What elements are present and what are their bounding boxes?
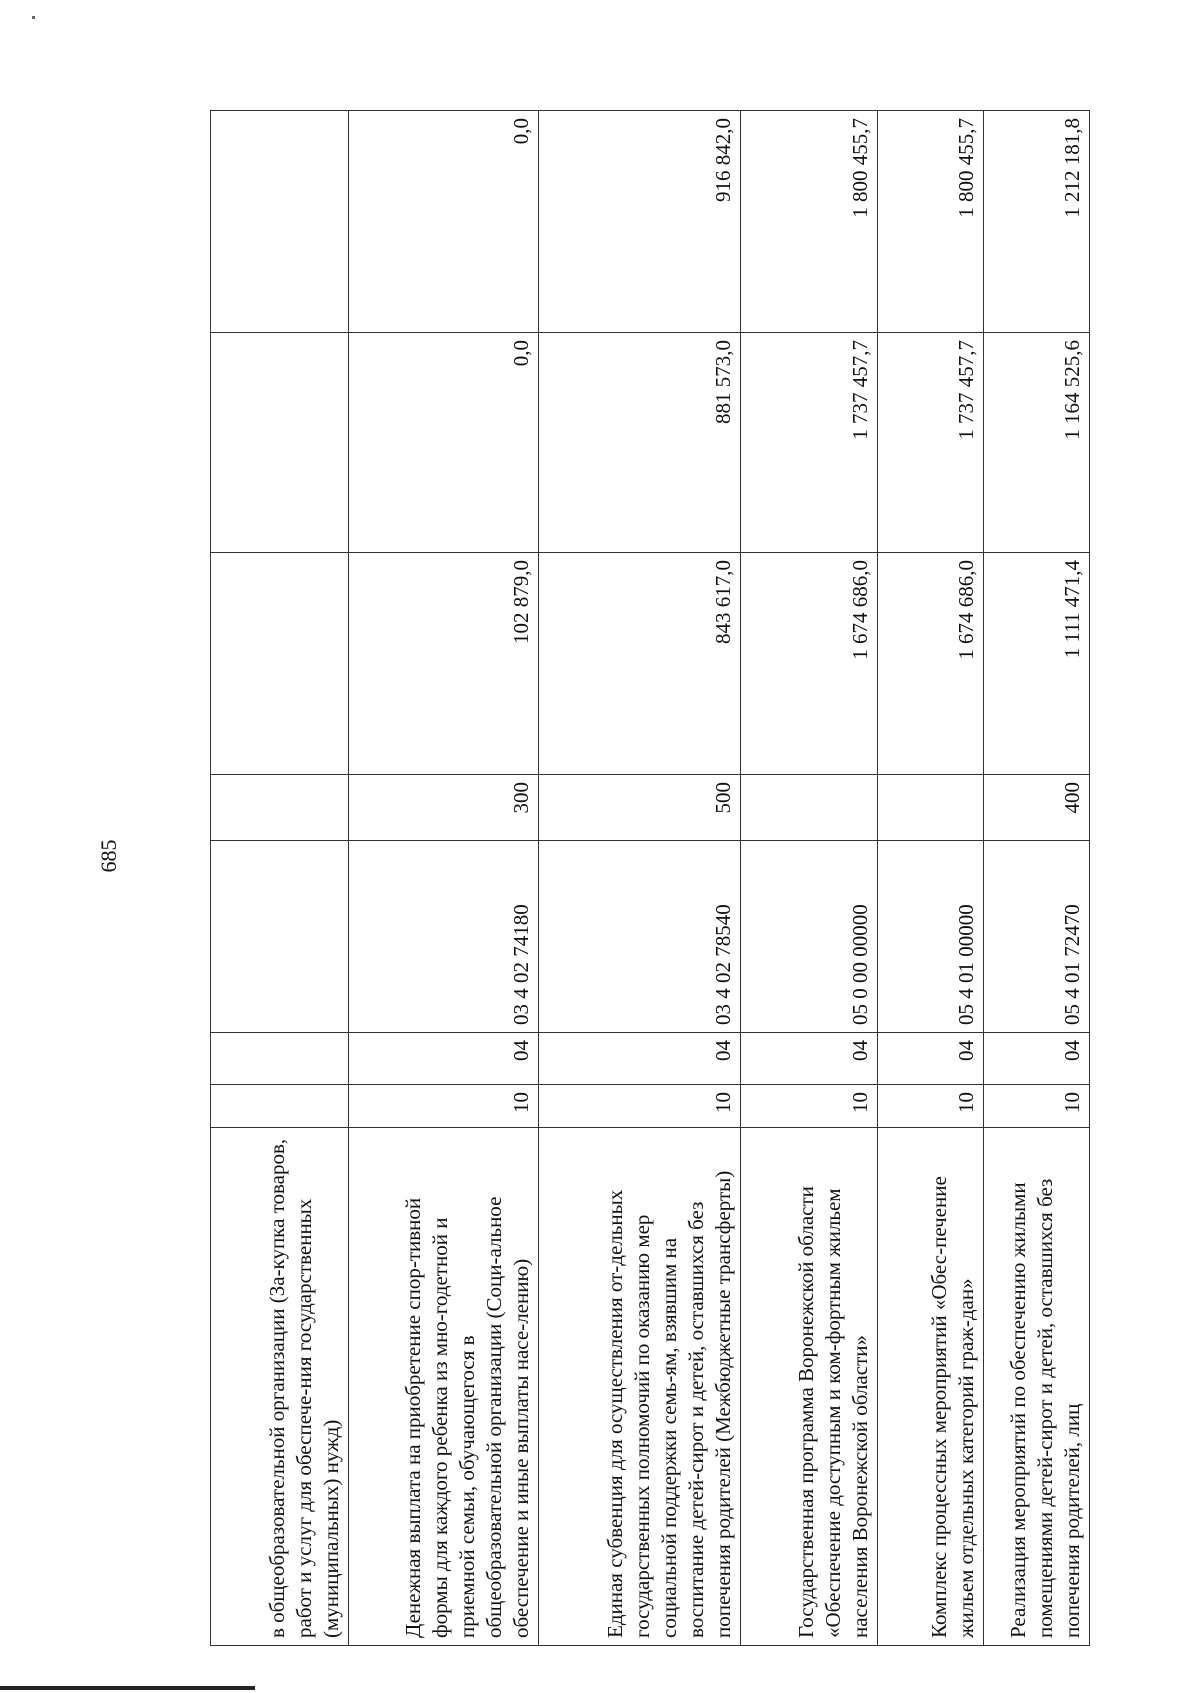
pr-cell: 04: [348, 1033, 539, 1085]
row-name-cell: в общеобразовательной организации (За-купка товаров, работ и услуг для обеспече-ния государственных (муниципальных) нужд): [211, 1128, 349, 1646]
csr-cell: 05 4 01 72470: [984, 841, 1090, 1033]
pr-cell: 04: [539, 1033, 740, 1085]
row-name-cell: Единая субвенция для осуществления от-дельных государственных полномочий по оказанию мер социальной поддержки семь-ям, взявшим на воспитание детей-сирот и детей, оставшихся без попечения родителей (Межбюджетные трансферты): [539, 1128, 740, 1646]
rz-cell: 10: [878, 1085, 984, 1128]
value-2024-cell: 1 737 457,7: [740, 333, 878, 553]
value-2025-cell: 1 800 455,7: [878, 111, 984, 333]
table-row: [984, 111, 1090, 1646]
vr-cell: [740, 775, 878, 841]
rz-cell: [211, 1085, 349, 1128]
csr-cell: [211, 841, 349, 1033]
table-row: [539, 111, 740, 1646]
pr-cell: 04: [984, 1033, 1090, 1085]
value-2023-cell: 1 674 686,0: [740, 553, 878, 775]
vr-cell: [878, 775, 984, 841]
rotated-table-wrapper: [210, 111, 1090, 1646]
rz-cell: 10: [984, 1085, 1090, 1128]
vr-cell: [211, 775, 349, 841]
row-name-cell: Реализация мероприятий по обеспечению жилыми помещениями детей-сирот и детей, оставшихся без попечения родителей, лиц: [984, 1128, 1090, 1646]
rz-cell: 10: [740, 1085, 878, 1128]
rz-cell: 10: [348, 1085, 539, 1128]
csr-cell: 05 4 01 00000: [878, 841, 984, 1033]
csr-cell: 03 4 02 78540: [539, 841, 740, 1033]
value-2024-cell: 0,0: [348, 333, 539, 553]
value-2023-cell: 843 617,0: [539, 553, 740, 775]
value-2024-cell: 1 737 457,7: [878, 333, 984, 553]
pr-cell: 04: [878, 1033, 984, 1085]
page-number: 685: [96, 839, 121, 873]
value-2024-cell: 881 573,0: [539, 333, 740, 553]
budget-table: [210, 110, 1090, 1646]
value-2025-cell: 1 800 455,7: [740, 111, 878, 333]
table-row: [740, 111, 878, 1646]
rz-cell: 10: [539, 1085, 740, 1128]
vr-cell: 300: [348, 775, 539, 841]
table-row: [348, 111, 539, 1646]
value-2025-cell: 1 212 181,8: [984, 111, 1090, 333]
pr-cell: [211, 1033, 349, 1085]
csr-cell: 03 4 02 74180: [348, 841, 539, 1033]
csr-cell: 05 0 00 00000: [740, 841, 878, 1033]
footnote-rule: [0, 1686, 255, 1690]
value-2023-cell: 1 111 471,4: [984, 553, 1090, 775]
table-row: [878, 111, 984, 1646]
row-name-cell: Комплекс процессных мероприятий «Обес-печение жильем отдельных категорий граж-дан»: [878, 1128, 984, 1646]
value-2025-cell: 0,0: [348, 111, 539, 333]
value-2024-cell: [211, 333, 349, 553]
value-2023-cell: 102 879,0: [348, 553, 539, 775]
value-2023-cell: [211, 553, 349, 775]
vr-cell: 400: [984, 775, 1090, 841]
value-2025-cell: [211, 111, 349, 333]
value-2023-cell: 1 674 686,0: [878, 553, 984, 775]
value-2024-cell: 1 164 525,6: [984, 333, 1090, 553]
scan-speck: [32, 16, 35, 19]
vr-cell: 500: [539, 775, 740, 841]
table-row: [211, 111, 349, 1646]
row-name-cell: Денежная выплата на приобретение спор-тивной формы для каждого ребенка из мно-годетной и приемной семьи, обучающегося в общеобразовательной организации (Соци-альное обеспечение и иные выплаты насе-лению): [348, 1128, 539, 1646]
value-2025-cell: 916 842,0: [539, 111, 740, 333]
row-name-cell: Государственная программа Воронежской области «Обеспечение доступным и ком-фортным жильем населения Воронежской области»: [740, 1128, 878, 1646]
pr-cell: 04: [740, 1033, 878, 1085]
